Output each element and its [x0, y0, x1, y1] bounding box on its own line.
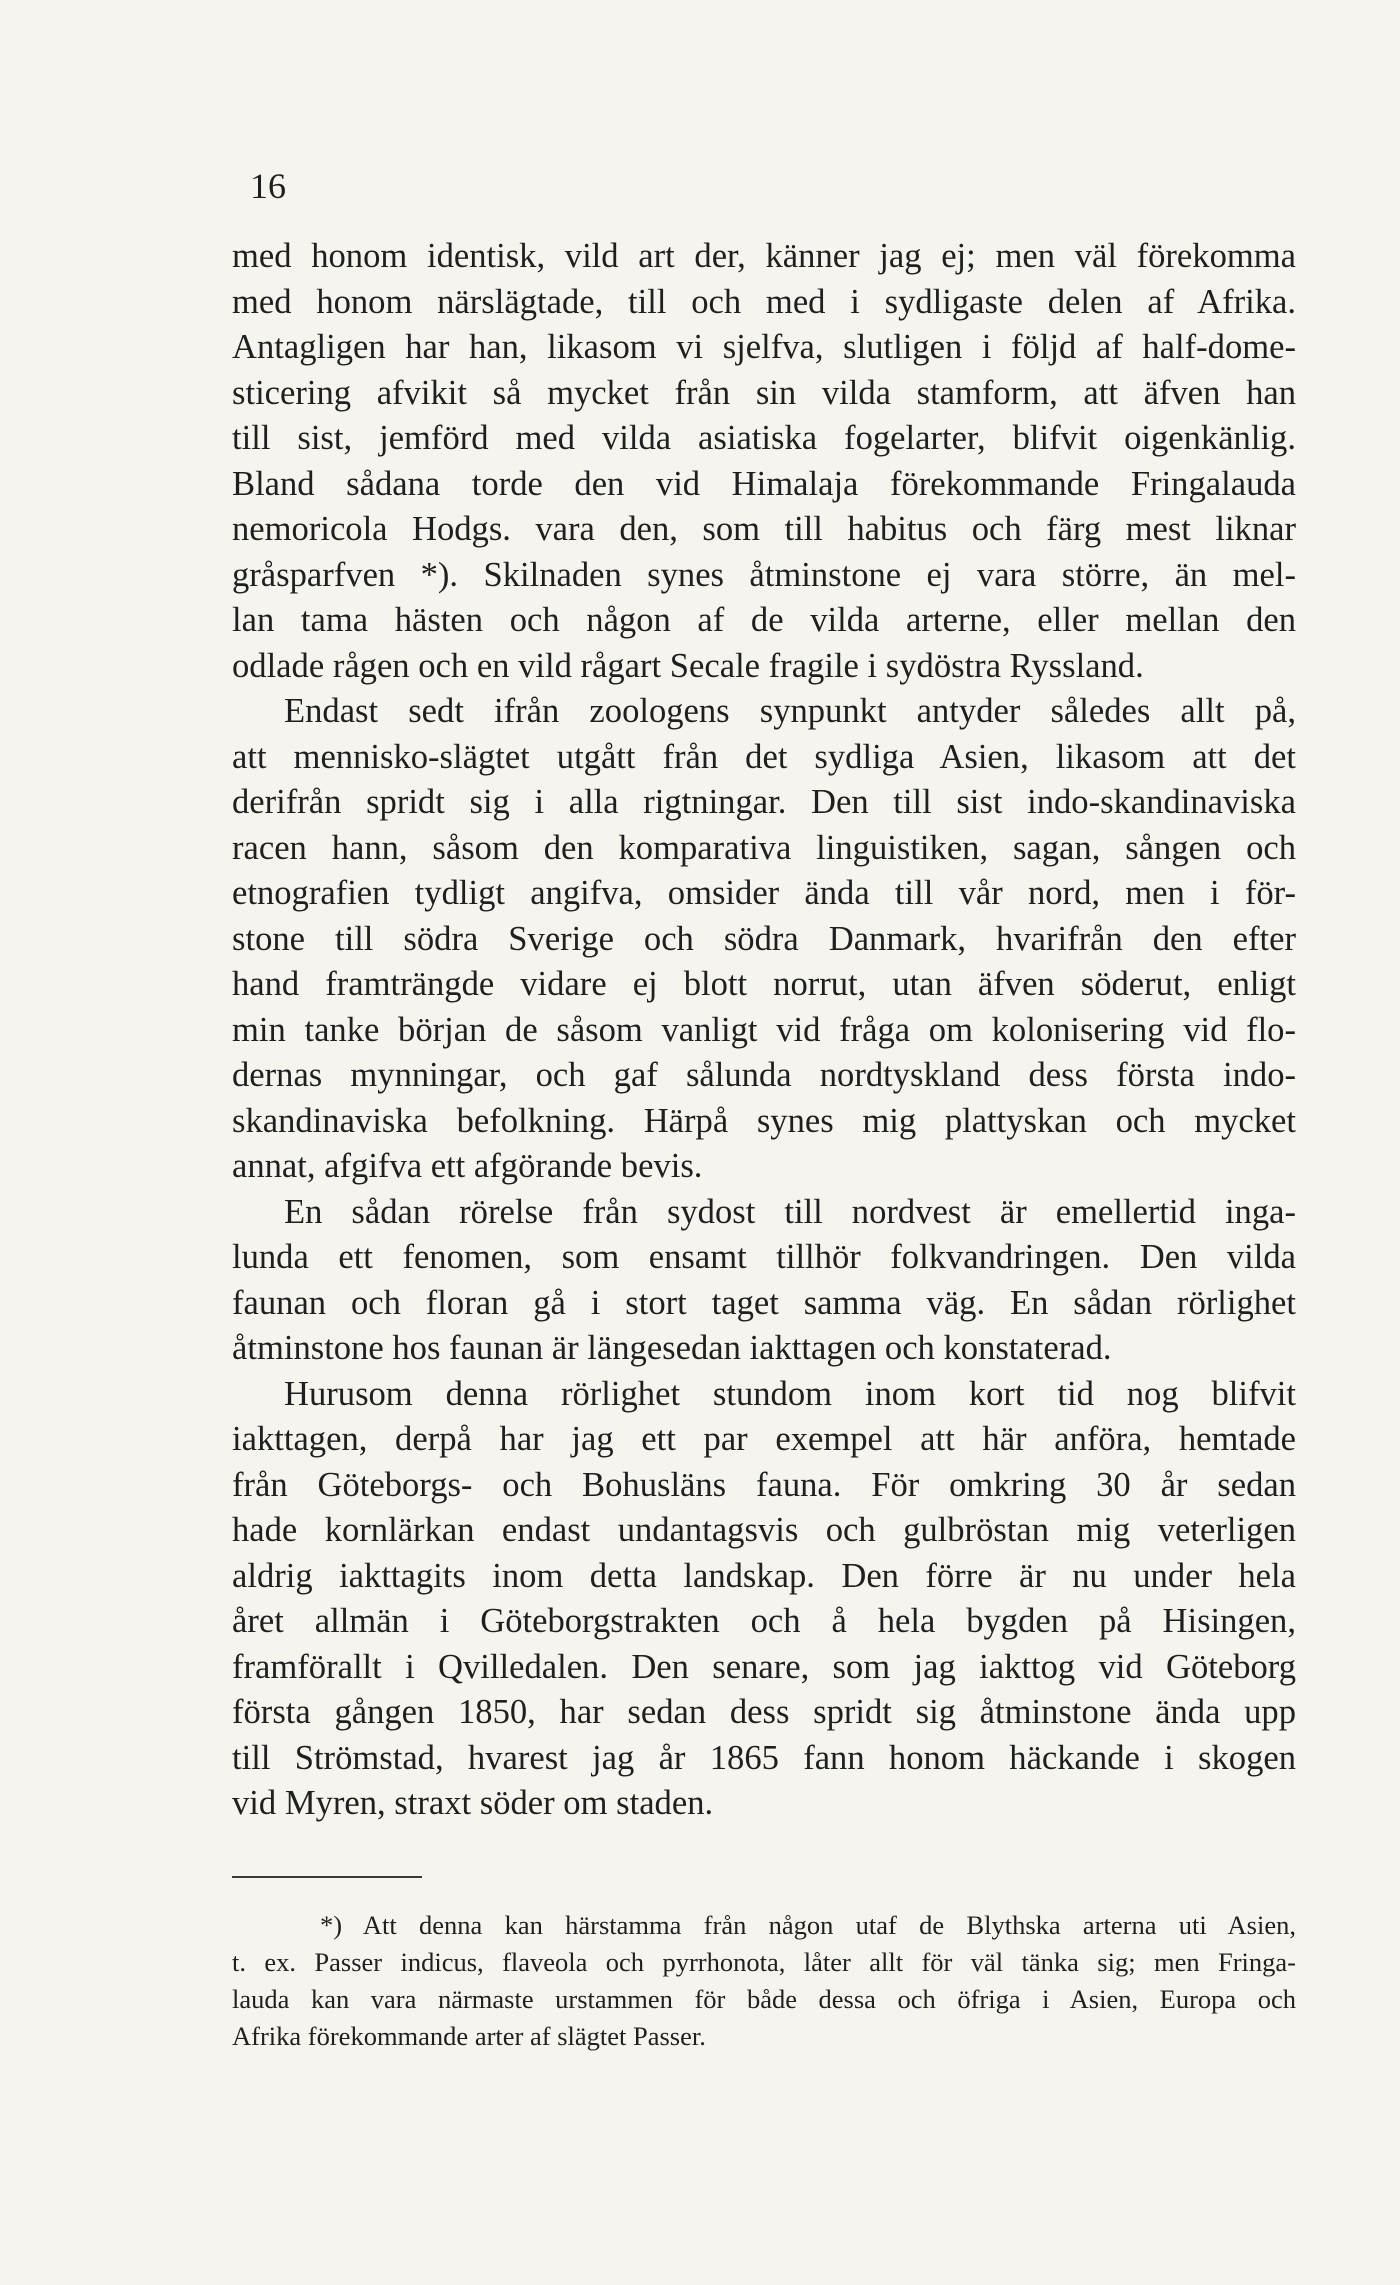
text-line: etnografien tydligt angifva, omsider ända till vår nord, men i för-: [232, 874, 1296, 912]
footnote-line: *) Att denna kan härstamma från någon utaf de Blythska arterna uti Asien,: [320, 1910, 1296, 1940]
text-line: faunan och floran gå i stort taget samma väg. En sådan rörlighet: [232, 1283, 1296, 1322]
body-text: [232, 234, 1296, 1827]
text-line: derifrån spridt sig i alla rigtningar. Den till sist indo-skandinaviska: [232, 783, 1296, 821]
text-line: från Göteborgs- och Bohusläns fauna. För omkring 30 år sedan: [232, 1465, 1296, 1504]
text-line: åtminstone hos faunan är längesedan iakttagen och konstaterad.: [232, 1329, 1112, 1367]
text-line: gråsparfven *). Skilnaden synes åtminstone ej vara större, än mel-: [232, 555, 1296, 594]
text-line: stone till södra Sverige och södra Danmark, hvarifrån den efter: [232, 919, 1296, 958]
text-line: nemoricola Hodgs. vara den, som till habitus och färg mest liknar: [232, 510, 1296, 548]
text-line: En sådan rörelse från sydost till nordvest är emellertid inga-: [284, 1192, 1296, 1231]
text-line: hand framträngde vidare ej blott norrut, utan äfven söderut, enligt: [232, 965, 1296, 1003]
paragraph-4: [232, 1372, 1296, 1827]
text-line: året allmän i Göteborgstrakten och å hela bygden på Hisingen,: [232, 1602, 1296, 1640]
text-line: till Strömstad, hvarest jag år 1865 fann honom häckande i skogen: [232, 1738, 1296, 1777]
footnote: [232, 1907, 1296, 2055]
footnote-line: t. ex. Passer indicus, flaveola och pyrrhonota, låter allt för väl tänka sig; men Fringa-: [232, 1947, 1296, 1977]
text-line: med honom närslägtade, till och med i sydligaste delen af Afrika.: [232, 282, 1296, 321]
text-line: dernas mynningar, och gaf sålunda nordtyskland dess första indo-: [232, 1056, 1296, 1094]
text-line: lan tama hästen och någon af de vilda arterne, eller mellan den: [232, 601, 1296, 639]
text-line: lunda ett fenomen, som ensamt tillhör folkvandringen. Den vilda: [232, 1238, 1296, 1276]
footnote-rule: [232, 1876, 422, 1878]
paragraph-2: [232, 689, 1296, 1190]
text-line: iakttagen, derpå har jag ett par exempel att här anföra, hemtade: [232, 1420, 1296, 1458]
text-line: första gången 1850, har sedan dess spridt sig åtminstone ända upp: [232, 1693, 1296, 1731]
text-line: hade kornlärkan endast undantagsvis och gulbröstan mig veterligen: [232, 1511, 1296, 1549]
text-line: att mennisko-slägtet utgått från det sydliga Asien, likasom att det: [232, 737, 1296, 776]
text-line: racen hann, såsom den komparativa linguistiken, sagan, sången och: [232, 828, 1296, 867]
text-line: aldrig iakttagits inom detta landskap. Den förre är nu under hela: [232, 1556, 1296, 1595]
footnote-line: lauda kan vara närmaste urstammen för både dessa och öfriga i Asien, Europa och: [232, 1984, 1296, 2014]
text-line: min tanke början de såsom vanligt vid fråga om kolonisering vid flo-: [232, 1010, 1296, 1049]
paragraph-3: [232, 1190, 1296, 1372]
text-line: Hurusom denna rörlighet stundom inom kort tid nog blifvit: [284, 1374, 1296, 1413]
text-line: odlade rågen och en vild rågart Secale fragile i sydöstra Ryssland.: [232, 646, 1144, 685]
text-line: Antagligen har han, likasom vi sjelfva, slutligen i följd af half-dome-: [232, 328, 1296, 366]
text-line: till sist, jemförd med vilda asiatiska fogelarter, blifvit oigenkänlig.: [232, 419, 1296, 457]
text-line: Bland sådana torde den vid Himalaja förekommande Fringalauda: [232, 464, 1296, 503]
text-line: framförallt i Qvilledalen. Den senare, som jag iakttog vid Göteborg: [232, 1647, 1296, 1686]
text-line: vid Myren, straxt söder om staden.: [232, 1784, 714, 1822]
text-line: sticering afvikit så mycket från sin vilda stamform, att äfven han: [232, 373, 1296, 412]
text-line: skandinaviska befolkning. Härpå synes mig plattyskan och mycket: [232, 1101, 1296, 1140]
footnote-line: Afrika förekommande arter af slägtet Passer.: [232, 2021, 706, 2051]
paragraph-1: [232, 234, 1296, 689]
page-number: 16: [250, 166, 286, 206]
text-line: med honom identisk, vild art der, känner jag ej; men väl förekomma: [232, 237, 1296, 275]
text-line: annat, afgifva ett afgörande bevis.: [232, 1147, 703, 1185]
text-line: Endast sedt ifrån zoologens synpunkt antyder således allt på,: [284, 692, 1296, 730]
